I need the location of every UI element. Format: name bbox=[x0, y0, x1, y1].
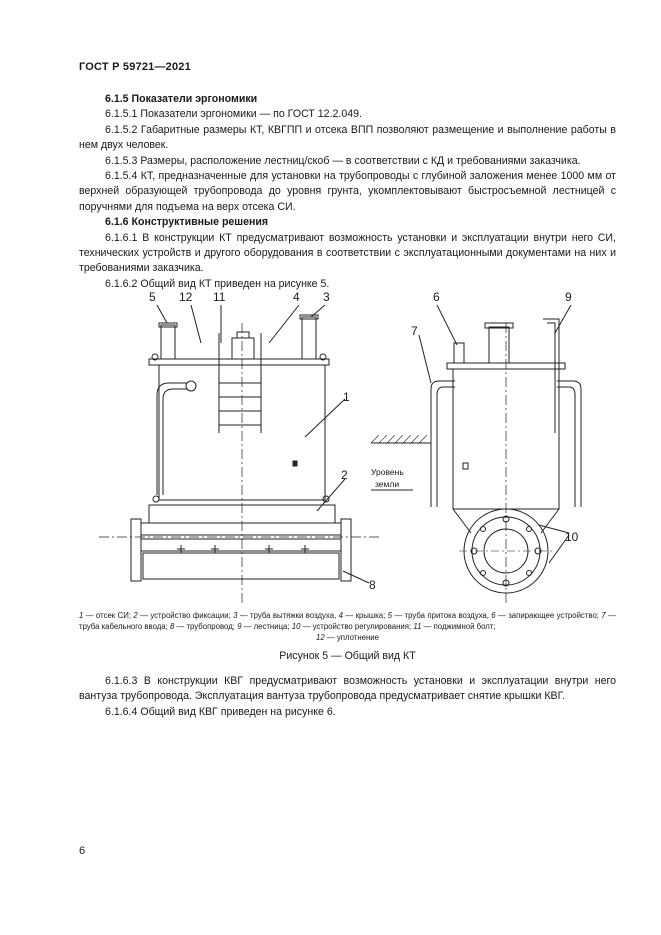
text-block-top bbox=[79, 92, 616, 292]
callout-6: 6 bbox=[433, 290, 440, 304]
paragraph: 6.1.6.2 Общий вид КТ приведен на рисунке 5. bbox=[105, 277, 330, 290]
callout-12: 12 bbox=[179, 290, 193, 304]
paragraph: 6.1.6.4 Общий вид КВГ приведен на рисунке 6. bbox=[105, 705, 336, 718]
section-heading: 6.1.5 Показатели эргономики bbox=[105, 93, 258, 105]
page-number: 6 bbox=[79, 845, 86, 857]
figure-caption: Рисунок 5 — Общий вид КТ bbox=[279, 650, 416, 662]
ground-level-label: Уровень bbox=[371, 467, 404, 477]
figure-legend: 1 — отсек СИ; 2 — устройство фиксации; 3 — труба вытяжки воздуха, 4 — крышка; 5 — труба притока воздуха, 6 — запирающее устройство; 7 — труба кабельного ввода; 8 — трубопровод; 9 — лестница; 10 — устройство регулирования; 11 — поджимной болт; 12 — уплотнение bbox=[79, 611, 616, 642]
callout-4: 4 bbox=[293, 290, 300, 304]
paragraph: 6.1.5.2 Габаритные размеры КТ, КВГПП и отсека ВПП позволяют размещение и выполнение работы в нем двух человек. bbox=[79, 123, 616, 152]
text-block-bottom bbox=[79, 674, 616, 720]
document-header: ГОСТ Р 59721—2021 bbox=[79, 61, 191, 73]
section-heading: 6.1.6 Конструктивные решения bbox=[105, 216, 269, 229]
chamber-roof bbox=[149, 359, 329, 365]
callout-11: 11 bbox=[213, 290, 226, 304]
callout-1: 1 bbox=[343, 390, 350, 404]
paragraph: 6.1.5.4 КТ, предназначенные для установки на трубопроводы с глубиной заложения менее 1000 мм от верхней образующей трубопровода до уровня грунта, укомплектовывают быстросъемной лестницей с поручнями для подъема на верх отсека СИ. bbox=[79, 170, 616, 213]
callout-8: 8 bbox=[369, 578, 376, 592]
callout-10: 10 bbox=[565, 530, 579, 544]
drawing-svg bbox=[79, 283, 616, 608]
paragraph: 6.1.6.1 В конструкции КТ предусматривают возможность установки и эксплуатации внутри него СИ, технических устройств и другого оборудования в соответствии с эксплуатационными документами на них и требованиями заказчика. bbox=[79, 231, 616, 275]
callout-9: 9 bbox=[565, 290, 572, 304]
callout-2: 2 bbox=[341, 468, 348, 482]
paragraph: 6.1.5.3 Размеры, расположение лестниц/скоб — в соответствии с КД и требованиями заказчика. bbox=[105, 154, 581, 167]
ground-level-label-2: земли bbox=[375, 479, 400, 489]
callout-7: 7 bbox=[411, 324, 418, 338]
callout-5: 5 bbox=[149, 290, 156, 304]
callout-3: 3 bbox=[323, 290, 330, 304]
paragraph: 6.1.5.1 Показатели эргономики — по ГОСТ 12.2.049. bbox=[105, 108, 362, 121]
paragraph: 6.1.6.3 В конструкции КВГ предусматривают возможность установки и эксплуатации внутри него вантуза трубопровода. Эксплуатация вантуза трубопровода предусматривает снятие крышки КВГ. bbox=[79, 675, 616, 703]
technical-drawing bbox=[79, 283, 616, 608]
